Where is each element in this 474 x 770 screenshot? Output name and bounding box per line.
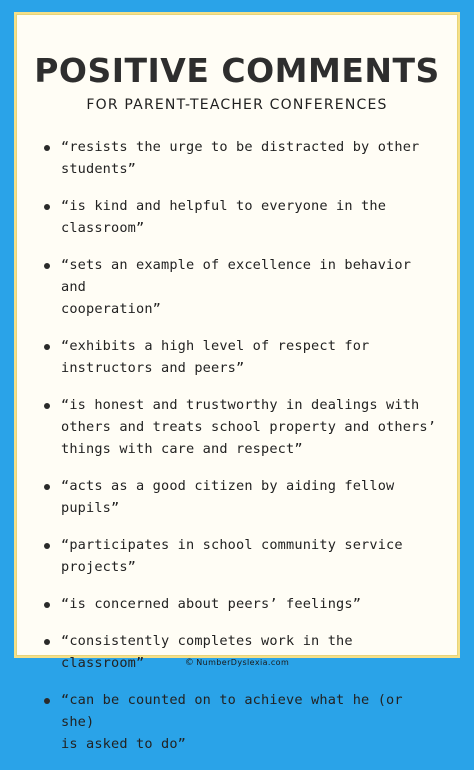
comment-text: “is kind and helpful to everyone in the classroom” — [61, 198, 387, 236]
list-item — [44, 136, 444, 180]
poster-frame — [14, 12, 460, 752]
comment-text: “participates in school community service projects” — [61, 537, 403, 575]
bullet-icon — [44, 543, 50, 549]
list-item — [44, 195, 444, 239]
bullet-icon — [44, 602, 50, 608]
comment-text: “exhibits a high level of respect for instructors and peers” — [61, 338, 370, 376]
comment-text: “acts as a good citizen by aiding fellow pupils” — [61, 478, 395, 516]
comment-text: “is honest and trustworthy in dealings with others and treats school property and others’ things with care and respect” — [61, 397, 437, 457]
list-item — [44, 534, 444, 578]
list-item — [44, 394, 444, 460]
list-item — [44, 475, 444, 519]
footer-credit — [16, 658, 458, 668]
page-title: POSITIVE COMMENTS — [34, 51, 440, 90]
list-item — [44, 593, 444, 615]
page-subtitle: FOR PARENT-TEACHER CONFERENCES — [86, 97, 388, 113]
bullet-icon — [44, 484, 50, 490]
bullet-icon — [44, 263, 50, 269]
list-item — [44, 335, 444, 379]
bullet-icon — [44, 145, 50, 151]
comment-text: “sets an example of excellence in behavior and cooperation” — [61, 257, 412, 317]
comment-text: “consistently completes work in the classroom” — [61, 633, 353, 671]
bullet-icon — [44, 204, 50, 210]
bullet-icon — [44, 639, 50, 645]
list-item — [44, 254, 444, 320]
bullet-icon — [44, 344, 50, 350]
bullet-icon — [44, 403, 50, 409]
copyright-icon: © — [184, 658, 195, 668]
footer-text[interactable]: NumberDyslexia.com — [196, 658, 290, 667]
comment-text: “resists the urge to be distracted by other students” — [61, 139, 420, 177]
bullet-icon — [44, 698, 50, 704]
comment-text: “is concerned about peers’ feelings” — [61, 596, 362, 612]
comment-text: “can be counted on to achieve what he (or she) is asked to do” — [61, 692, 403, 752]
comments-list — [44, 136, 444, 770]
list-item — [44, 689, 444, 755]
